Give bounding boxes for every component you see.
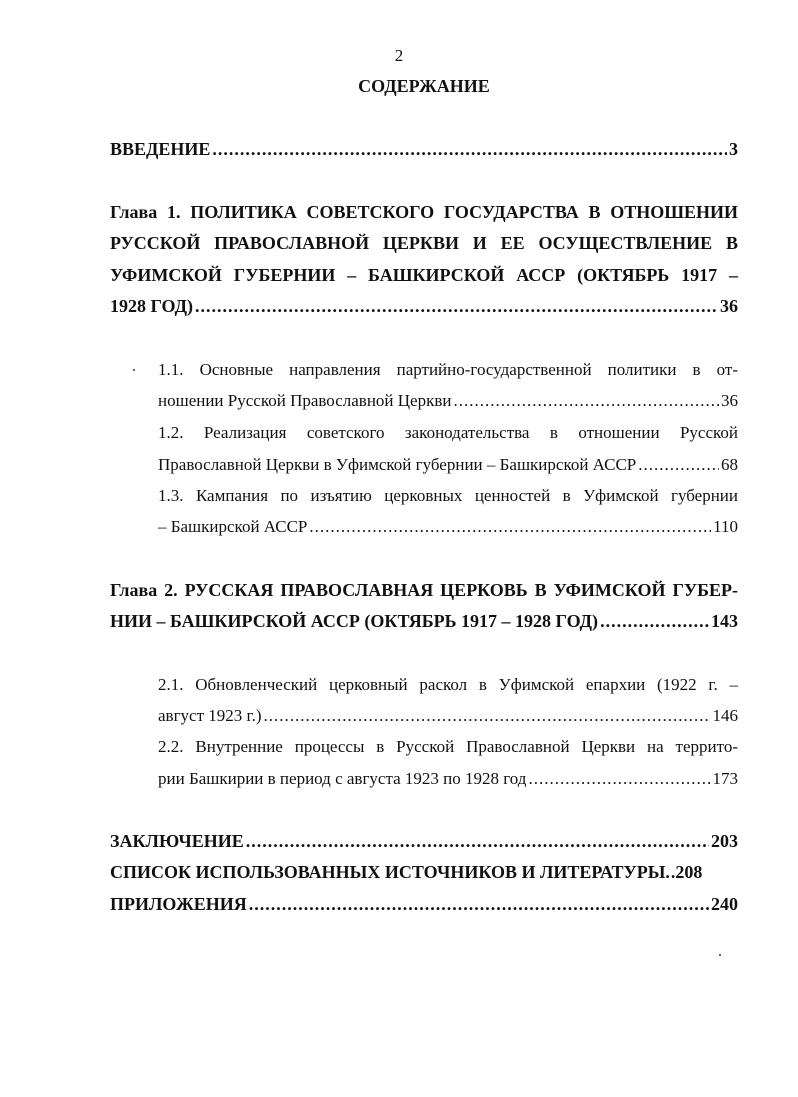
toc-line: [158, 455, 738, 475]
toc-label: август 1923 г.): [158, 706, 262, 725]
scan-speck: [133, 369, 135, 371]
toc-line: РУССКОЙ ПРАВОСЛАВНОЙ ЦЕРКВИ И ЕЕ ОСУЩЕСТВЛЕНИЕ В: [110, 233, 738, 253]
toc-entry-appendices[interactable]: [110, 894, 738, 915]
toc-entry-sources[interactable]: [110, 862, 738, 883]
toc-line: Глава 1. ПОЛИТИКА СОВЕТСКОГО ГОСУДАРСТВА В ОТНОШЕНИИ: [110, 202, 738, 222]
toc-line: [158, 391, 738, 411]
toc-label: ЗАКЛЮЧЕНИЕ: [110, 831, 244, 851]
toc-page: 208: [675, 862, 703, 882]
toc-page: 36: [720, 296, 738, 316]
toc-page: 3: [729, 139, 738, 159]
toc-line: 1.1. Основные направления партийно-государственной политики в от-: [158, 360, 738, 379]
page-title: СОДЕРЖАНИЕ: [358, 76, 490, 96]
dot-leader: [665, 862, 675, 883]
toc-page: 110: [713, 517, 738, 536]
toc-entry-intro[interactable]: [110, 139, 738, 160]
dot-leader: [638, 455, 719, 475]
toc-page: 68: [721, 455, 738, 474]
toc-label: ношении Русской Православной Церкви: [158, 391, 452, 410]
toc-page: 203: [711, 831, 738, 851]
toc-label: Православной Церкви в Уфимской губернии – Башкирской АССР: [158, 455, 637, 474]
page-number: 2: [394, 46, 404, 65]
toc-line: 2.1. Обновленческий церковный раскол в Уфимской епархии (1922 г. –: [158, 675, 738, 694]
toc-page: 146: [712, 706, 738, 725]
dot-leader: [249, 894, 709, 915]
toc-line: [158, 517, 738, 537]
toc-page: 240: [711, 894, 738, 914]
toc-line: [158, 706, 738, 726]
dot-leader: [528, 769, 710, 789]
toc-page: 143: [711, 611, 738, 631]
toc-label: НИИ – БАШКИРСКОЙ АССР (ОКТЯБРЬ 1917 – 1928 ГОД): [110, 611, 599, 631]
toc-line: 1.3. Кампания по изъятию церковных ценностей в Уфимской губернии: [158, 486, 738, 505]
toc-label: ВВЕДЕНИЕ: [110, 139, 211, 159]
toc-entry-conclusion[interactable]: [110, 831, 738, 852]
dot-leader: [264, 706, 711, 726]
toc-line: Глава 2. РУССКАЯ ПРАВОСЛАВНАЯ ЦЕРКОВЬ В УФИМСКОЙ ГУБЕР-: [110, 580, 738, 600]
toc-page: 36: [721, 391, 738, 410]
toc-line: 1.2. Реализация советского законодательства в отношении Русской: [158, 423, 738, 442]
toc-line: [158, 769, 738, 789]
toc-label: рии Башкирии в период с августа 1923 по 1928 год: [158, 769, 527, 788]
dot-leader: [195, 296, 718, 317]
dot-leader: [453, 391, 719, 411]
scan-speck: [719, 954, 721, 956]
dot-leader: [212, 139, 727, 160]
toc-label: – Башкирской АССР: [158, 517, 308, 536]
dot-leader: [246, 831, 709, 852]
toc-line: [110, 296, 738, 317]
toc-page: 173: [712, 769, 738, 788]
toc-label: 1928 ГОД): [110, 296, 193, 316]
toc-line: [110, 611, 738, 632]
toc-label: ПРИЛОЖЕНИЯ: [110, 894, 247, 914]
dot-leader: [309, 517, 711, 537]
toc-line: УФИМСКОЙ ГУБЕРНИИ – БАШКИРСКОЙ АССР (ОКТЯБРЬ 1917 –: [110, 265, 738, 285]
dot-leader: [600, 611, 709, 632]
toc-label: СПИСОК ИСПОЛЬЗОВАННЫХ ИСТОЧНИКОВ И ЛИТЕРАТУРЫ: [110, 862, 666, 882]
toc-line: 2.2. Внутренние процессы в Русской Православной Церкви на террито-: [158, 737, 738, 756]
